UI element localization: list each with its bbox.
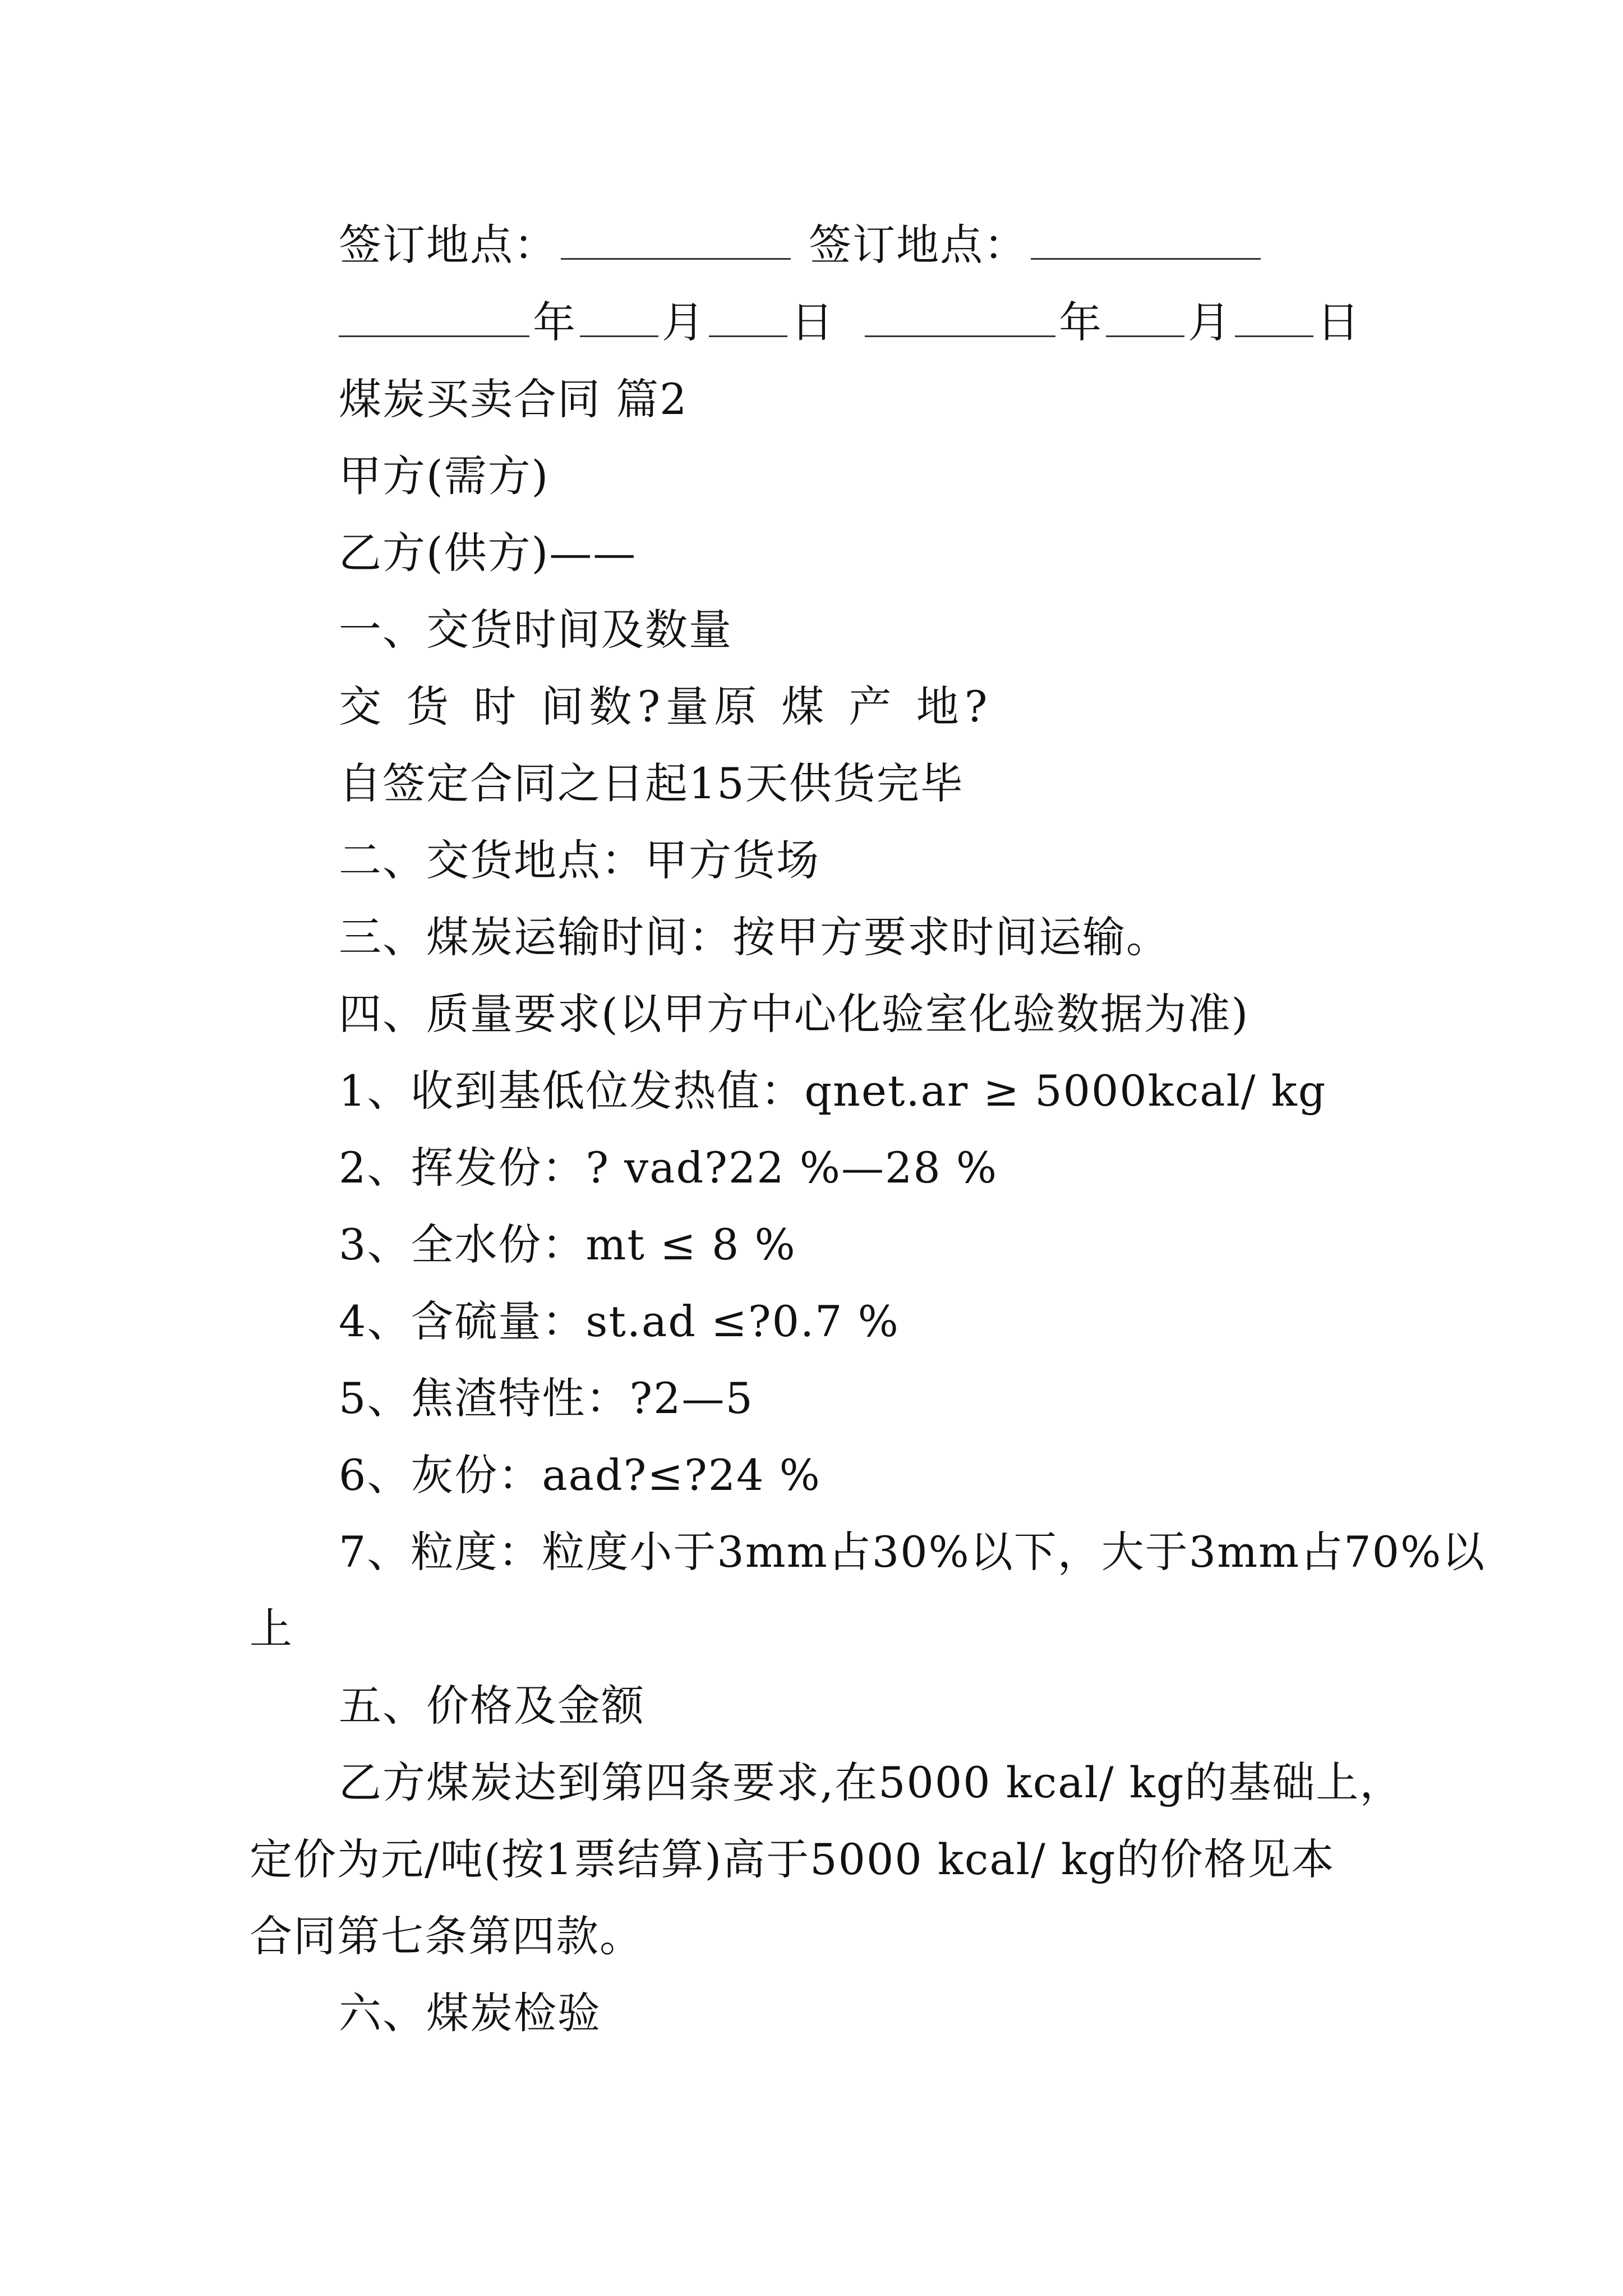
section-transport-time: 三、煤炭运输时间：按甲方要求时间运输。 [339, 912, 1170, 962]
month-blank [1106, 301, 1184, 337]
section-heading: 五、价格及金额 [339, 1681, 645, 1731]
signing-place-label: 签订地点： [809, 220, 1028, 270]
price-paragraph-line: 合同第七条第四款。 [250, 1911, 643, 1961]
quality-item: 2、挥发份：? vad?22 %—28 % [339, 1143, 998, 1193]
section-heading: 六、煤炭检验 [339, 1988, 601, 2038]
section-heading: 四、质量要求(以甲方中心化验室化验数据为准) [339, 989, 1249, 1039]
day-blank [709, 301, 787, 337]
signing-place-blank [561, 223, 791, 260]
signing-date-row [339, 297, 1361, 348]
delivery-table-header: 交 货 时 间数?量原 煤 产 地? [339, 682, 993, 731]
quality-item: 3、全水份：mt ≤ 8 % [339, 1220, 796, 1269]
year-blank [865, 301, 1055, 337]
year-label: 年 [533, 297, 577, 347]
signing-place-row [339, 220, 1264, 270]
signing-place-blank [1031, 223, 1261, 260]
year-blank [339, 301, 529, 337]
day-label: 日 [1317, 297, 1361, 347]
section-heading: 一、交货时间及数量 [339, 605, 732, 655]
price-paragraph-line: 乙方煤炭达到第四条要求,在5000 kcal/ kg的基础上， [339, 1757, 1404, 1807]
year-label: 年 [1059, 297, 1103, 347]
day-label: 日 [791, 297, 834, 347]
day-blank [1235, 301, 1313, 337]
signing-place-label: 签订地点： [339, 220, 557, 270]
party-a: 甲方(需方) [339, 451, 550, 501]
delivery-text: 自签定合同之日起15天供货完毕 [339, 758, 964, 808]
month-blank [580, 301, 658, 337]
price-paragraph-line: 定价为元/吨(按1票结算)高于5000 kcal/ kg的价格见本 [250, 1834, 1335, 1884]
quality-item: 5、焦渣特性：?2—5 [339, 1373, 754, 1423]
quality-item: 4、含硫量：st.ad ≤?0.7 % [339, 1296, 900, 1346]
quality-item: 7、粒度：粒度小于3mm占30%以下，大于3mm占70%以 [339, 1527, 1486, 1577]
quality-item: 1、收到基低位发热值：qnet.ar ≥ 5000kcal/ kg [339, 1066, 1327, 1116]
party-b: 乙方(供方)—— [339, 528, 637, 578]
quality-item: 6、灰份：aad?≤?24 % [339, 1450, 821, 1500]
month-label: 月 [662, 297, 706, 347]
quality-item-continuation: 上 [250, 1604, 293, 1654]
month-label: 月 [1188, 297, 1232, 347]
section-delivery-place: 二、交货地点：甲方货场 [339, 835, 820, 885]
contract-title: 煤炭买卖合同 篇2 [339, 374, 688, 424]
